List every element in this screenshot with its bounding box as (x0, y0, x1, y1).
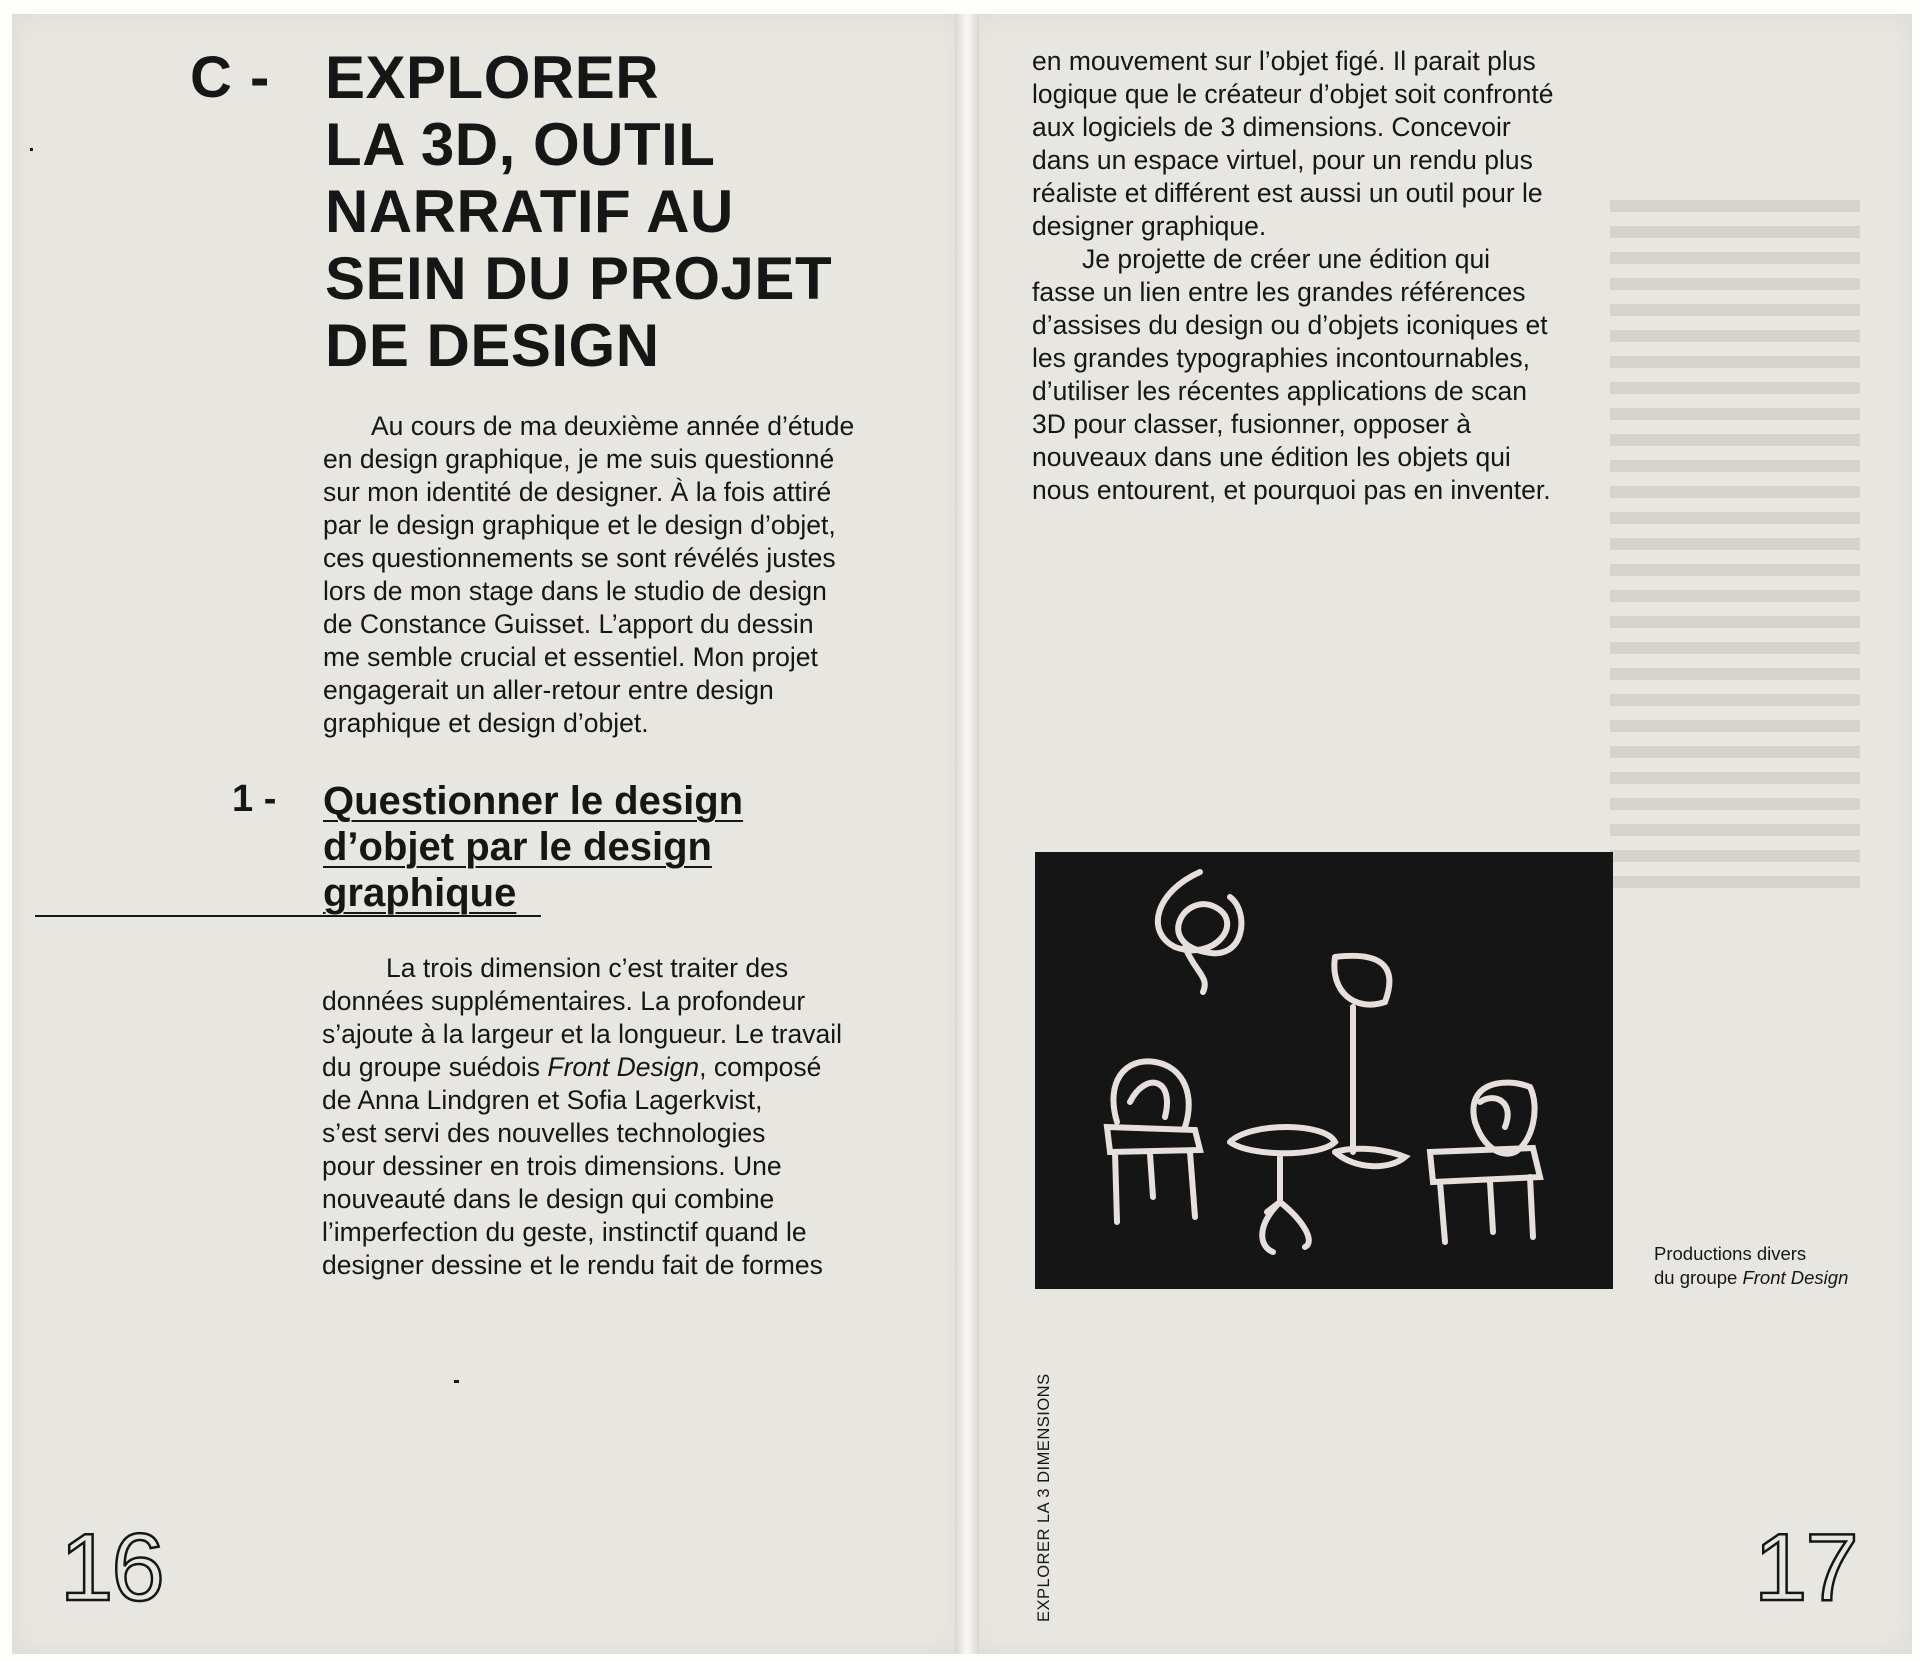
intro-paragraph (323, 410, 854, 740)
left-chair (1107, 1061, 1200, 1222)
text-line: Je projette de créer une édition qui (1082, 244, 1491, 274)
text-line: de Anna Lindgren et Sofia Lagerkvist, (322, 1085, 763, 1115)
section-letter: C - (190, 45, 271, 110)
running-head: EXPLORER LA 3 DIMENSIONS (1035, 1373, 1053, 1622)
text-line: réaliste et différent est aussi un outil pour le (1032, 178, 1543, 208)
photo-caption (1654, 1242, 1848, 1290)
text-line: nouveauté dans le design qui combine (322, 1184, 775, 1214)
text-line: l’imperfection du geste, instinctif quand le (322, 1217, 807, 1247)
caption-text: du groupe (1654, 1267, 1743, 1288)
title-line: DE DESIGN (325, 312, 660, 379)
continued-paragraph (1032, 45, 1554, 243)
text-line: fasse un lien entre les grandes références (1032, 277, 1526, 307)
text-line: par le design graphique et le design d’objet, (323, 510, 836, 540)
print-mark (30, 148, 33, 151)
title-line: SEIN DU PROJET (325, 245, 833, 312)
title-line: LA 3D, OUTIL (325, 111, 716, 178)
page-number-left: 16 (60, 1514, 163, 1621)
text-line: La trois dimension c’est traiter des (386, 953, 789, 983)
text-line: ces questionnements se sont révélés justes (323, 543, 836, 573)
floor-lamp (1334, 956, 1405, 1166)
text-line: d’assises du design ou d’objets iconiques et (1032, 310, 1548, 340)
right-chair (1430, 1083, 1540, 1242)
subsection-number: 1 - (232, 778, 277, 820)
text-line: pour dessiner en trois dimensions. Une (322, 1151, 782, 1181)
text-line: designer dessine et le rendu fait de formes (322, 1250, 823, 1280)
text-line: engagerait un aller-retour entre design (323, 675, 774, 705)
subsection-title (323, 778, 743, 916)
furniture-illustration (1035, 852, 1613, 1289)
text-line: s’ajoute à la largeur et la longueur. Le travail (322, 1019, 843, 1049)
body-paragraph (322, 952, 842, 1282)
text-line (322, 1051, 842, 1084)
text-line: s’est servi des nouvelles technologies (322, 1118, 766, 1148)
text-line: de Constance Guisset. L’apport du dessin (323, 609, 814, 639)
text-line: designer graphique. (1032, 211, 1267, 241)
page-number-right: 17 (1754, 1514, 1857, 1621)
round-table (1230, 1127, 1335, 1252)
title-line: NARRATIF AU (325, 178, 734, 245)
text-line: sur mon identité de designer. À la fois attiré (323, 477, 832, 507)
text-line: données supplémentaires. La profondeur (322, 986, 806, 1016)
text-line: Au cours de ma deuxième année d’étude (371, 411, 855, 441)
text-line: logique que le créateur d’objet soit confronté (1032, 79, 1554, 109)
text-segment: , composé (699, 1052, 822, 1082)
text-line: aux logiciels de 3 dimensions. Concevoir (1032, 112, 1511, 142)
caption-line (1654, 1266, 1848, 1290)
show-through-left (860, 50, 950, 310)
text-line: nouveaux dans une édition les objets qui (1032, 442, 1511, 472)
book-gutter (955, 14, 979, 1654)
text-line: graphique et design d’objet. (323, 708, 649, 738)
show-through-right (1610, 200, 1860, 900)
title-line: EXPLORER (325, 44, 660, 111)
subtitle-line: d’objet par le design (323, 825, 712, 869)
subtitle-line: Questionner le design (323, 779, 744, 823)
text-line: me semble crucial et essentiel. Mon projet (323, 642, 818, 672)
text-line: en design graphique, je me suis questionné (323, 444, 835, 474)
subsection-rule (35, 915, 541, 917)
text-line: d’utiliser les récentes applications de scan (1032, 376, 1527, 406)
caption-italic: Front Design (1742, 1267, 1849, 1288)
text-line: lors de mon stage dans le studio de design (323, 576, 827, 606)
furniture-photo (1035, 852, 1613, 1289)
text-line: nous entourent, et pourquoi pas en inventer. (1032, 475, 1551, 505)
text-line: les grandes typographies incontournables, (1032, 343, 1530, 373)
text-line: dans un espace virtuel, pour un rendu plus (1032, 145, 1533, 175)
text-segment: du groupe suédois (322, 1052, 548, 1082)
project-paragraph (1032, 243, 1551, 507)
print-mark (454, 1380, 459, 1383)
text-line: en mouvement sur l’objet figé. Il parait plus (1032, 46, 1536, 76)
hanging-lamp (1158, 872, 1242, 992)
section-title (325, 44, 832, 379)
caption-line: Productions divers (1654, 1243, 1807, 1264)
italic-name: Front Design (547, 1052, 700, 1082)
text-line: 3D pour classer, fusionner, opposer à (1032, 409, 1471, 439)
subtitle-line: graphique (323, 871, 517, 915)
